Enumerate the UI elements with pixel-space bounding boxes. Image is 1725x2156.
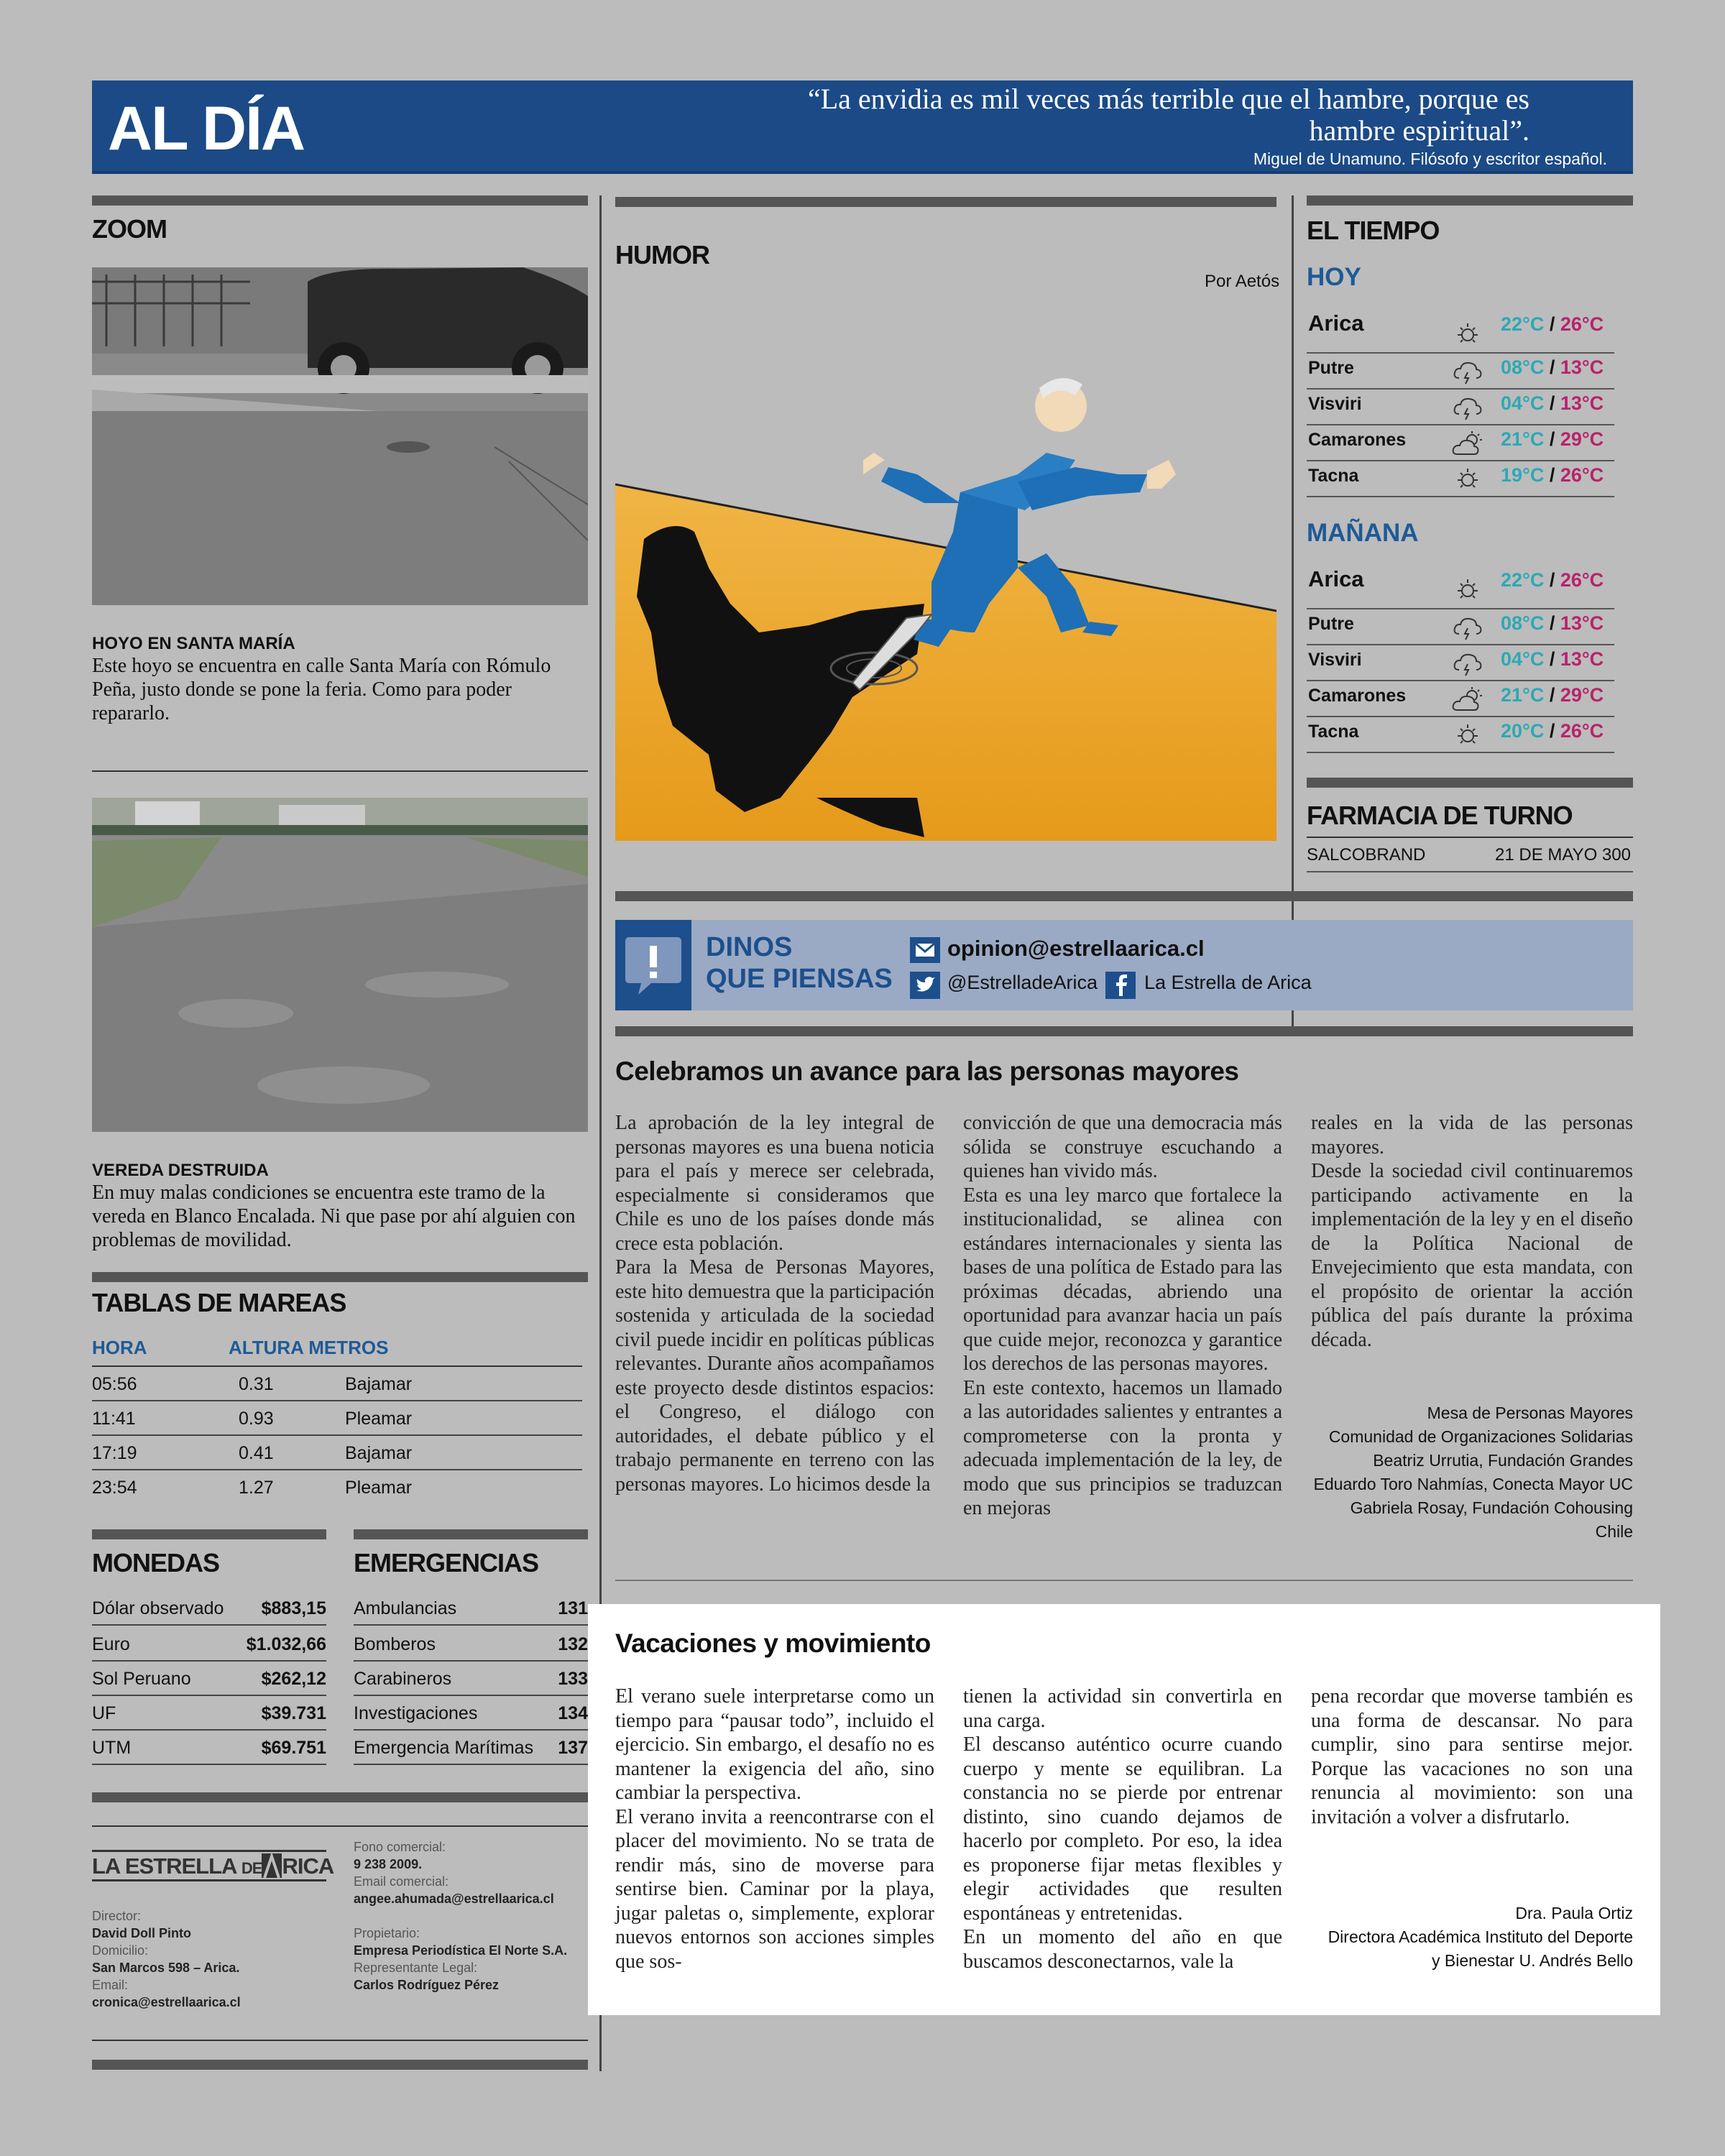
weather-row-tomorrow-visviri: Visviri 04°C / 13°C: [1307, 645, 1614, 681]
emergency-title: EMERGENCIAS: [354, 1548, 539, 1577]
divider: [1307, 837, 1633, 838]
emergency-row: Bomberos 132: [354, 1627, 588, 1662]
sun-icon: [1452, 723, 1484, 749]
currency-row: Dólar observado $883,15: [92, 1591, 326, 1626]
weather-bar: [1307, 195, 1633, 206]
tides-col-altura: ALTURA METROS: [229, 1337, 389, 1358]
zoom-item2-body: En muy malas condiciones se encuentra este tramo de la vereda en Blanco Encalada. Ni que pase por ahí alguien con problemas de movilidad.: [92, 1181, 576, 1251]
logo-a-mark: [262, 1853, 282, 1878]
column-divider-right: [1292, 195, 1294, 1026]
tide-row: 05:56 0.31 Bajamar: [92, 1367, 582, 1401]
zoom-item2-title: VEREDA DESTRUIDA: [92, 1161, 269, 1180]
weather-row-today-arica: Arica 22°C / 26°C: [1307, 310, 1614, 354]
weather-tomorrow-label: MAÑANA: [1307, 519, 1419, 547]
zoom-bar: [92, 195, 588, 206]
letter1-col1: La aprobación de la ley integral de personas mayores es una buena noticia para el país y merece ser celebrada, especialmente si consideramos que Chile es uno de los países donde más crece esta población. Para la Mesa de Personas Mayores, este hito demuestra que la participación sostenida y articulada de la sociedad civil puede incidir en políticas públicas relevantes. Durante años acompañamos este proyecto desde distintos espacios: el Congreso, el diálogo con autoridades, el debate público y el trabajo permanente en terreno con las personas mayores. Lo hicimos desde la: [615, 1112, 934, 1496]
opinion-bottom-bar: [615, 1026, 1633, 1036]
weather-today-label: HOY: [1307, 263, 1361, 291]
weather-title: EL TIEMPO: [1307, 216, 1440, 245]
imprint-bar: [92, 1792, 588, 1802]
humor-bar: [615, 197, 1276, 207]
bottom-bar: [92, 2060, 588, 2070]
section-banner: [92, 80, 1633, 174]
weather-row-tomorrow-tacna: Tacna 20°C / 26°C: [1307, 717, 1614, 753]
imprint-left: Director: David Doll Pinto Domicilio: San Marcos 598 – Arica. Email: cronica@estrellaarica.cl: [92, 1909, 241, 2009]
letter1-col3: reales en la vida de las personas mayores. Desde la sociedad civil continuaremos participando activamente en la implementación de la ley y en el diseño de la Política Nacional de Envejecimiento que esta mandata, con el propósito de orientar la acción pública del país durante la próxima década.: [1311, 1112, 1633, 1351]
pharmacy-name: SALCOBRAND: [1307, 845, 1426, 865]
alert-icon: [615, 920, 691, 1010]
currency-row: UTM $69.751: [92, 1731, 326, 1765]
letter2-col1: El verano suele interpretarse como un tiempo para “pausar todo”, incluido el ejercicio. Sin embargo, el desafío no es mantener la exigencia del año, sino cambiar la perspectiva. El verano invita a reencontrarse con el placer del movimiento. No se trata de rendir más, sino de moverse para sentirse bien. Caminar por la playa, jugar paletas o, simplemente, explorar nuevos entornos son acciones simples que sos-: [615, 1685, 934, 1973]
weather-row-tomorrow-arica: Arica 22°C / 26°C: [1307, 566, 1614, 609]
divider: [92, 2040, 588, 2041]
tides-col-hora: HORA: [92, 1337, 147, 1358]
divider: [92, 770, 588, 772]
opinion-twitter[interactable]: @EstrelladeArica: [947, 972, 1098, 993]
imprint-right: Fono comercial: 9 238 2009. Email comercial: angee.ahumada@estrellaarica.cl Propietario: Empresa Periodística El Norte S.A. Representante Legal: Carlos Rodríguez Pérez: [354, 1840, 568, 1992]
partly-cloudy-icon: [1452, 431, 1484, 457]
facebook-icon: [1105, 972, 1136, 999]
zoom-item1-body: Este hoyo se encuentra en calle Santa María con Rómulo Peña, justo donde se pone la feria. Como para poder repararlo.: [92, 655, 551, 724]
header-quote: “La envidia es mil veces más terrible que el hambre, porque es hambre espiritual”.: [807, 83, 1530, 147]
pharmacy-bar: [1307, 778, 1633, 788]
weather-row-today-camarones: Camarones 21°C / 29°C: [1307, 425, 1614, 461]
newspaper-logo: LA ESTRELLA DE RICA: [92, 1850, 326, 1881]
humor-title: HUMOR: [615, 240, 709, 270]
section-title: AL DÍA: [108, 94, 305, 163]
pharmacy-title: FARMACIA DE TURNO: [1307, 801, 1573, 830]
sun-icon: [1452, 576, 1484, 602]
divider: [92, 1825, 588, 1827]
weather-row-tomorrow-putre: Putre 08°C / 13°C: [1307, 609, 1614, 645]
tides-bar: [92, 1272, 588, 1282]
letter1-signature: Mesa de Personas Mayores Comunidad de Organizaciones Solidarias Beatriz Urrutia, Fundación Grandes Eduardo Toro Nahmías, Conecta Mayor UC Gabriela Rosay, Fundación Cohousing Chile: [1313, 1404, 1633, 1541]
zoom-item1-title: HOYO EN SANTA MARÍA: [92, 634, 295, 653]
twitter-icon: [910, 972, 940, 999]
emergency-bar: [354, 1529, 588, 1539]
letter2-col3: pena recordar que moverse también es una forma de descansar. No para cumplir, sino para sentirse mejor. Porque las vacaciones no son una renuncia al movimiento: son una invitación a volver a disfrutarlo.: [1311, 1685, 1633, 1828]
storm-cloud-icon: [1452, 359, 1484, 385]
zoom-photo-sidewalk: [92, 798, 588, 1132]
tide-row: 23:54 1.27 Pleamar: [92, 1478, 413, 1498]
currency-row: UF $39.731: [92, 1696, 326, 1731]
emergency-row: Ambulancias 131: [354, 1591, 588, 1626]
letter2-col2: tienen la actividad sin convertirla en una carga. El descanso auténtico ocurre cuando cuerpo y mente se equilibran. La constancia no se pierde por entrenar distinto, sino cuando dejamos de hacerlo por completo. Por eso, la idea es proponerse fijar metas flexibles y elegir actividades que resulten espontáneas y entretenidas. En un momento del año en que buscamos desconectarnos, vale la: [963, 1685, 1282, 1973]
sun-icon: [1452, 467, 1484, 493]
email-icon: [910, 937, 940, 963]
currency-title: MONEDAS: [92, 1548, 220, 1577]
zoom-item2-caption: [92, 1161, 588, 1252]
opinion-top-bar: [615, 891, 1633, 901]
pharmacy-address: 21 DE MAYO 300: [1495, 845, 1631, 865]
storm-cloud-icon: [1452, 651, 1484, 677]
weather-row-today-visviri: Visviri 04°C / 13°C: [1307, 390, 1614, 425]
currency-row: Euro $1.032,66: [92, 1627, 326, 1662]
zoom-photo-pothole: [92, 267, 588, 605]
weather-row-today-putre: Putre 08°C / 13°C: [1307, 354, 1614, 390]
tide-row: 17:19 0.41 Bajamar: [92, 1436, 582, 1470]
currency-bar: [92, 1529, 326, 1539]
storm-cloud-icon: [1452, 395, 1484, 421]
letter1-title: Celebramos un avance para las personas mayores: [615, 1056, 1239, 1086]
currency-row: Sol Peruano $262,12: [92, 1662, 326, 1696]
partly-cloudy-icon: [1452, 687, 1484, 713]
opinion-heading: DINOS QUE PIENSAS: [706, 932, 893, 994]
opinion-box: [615, 920, 1633, 1010]
tides-title: TABLAS DE MAREAS: [92, 1288, 346, 1317]
letter1-col2: convicción de que una democracia más sólida se construye escuchando a quienes han vivido más. Esta es una ley marco que fortalece la institucionalidad, se alinea con estándares internacionales y sienta las bases de una política de Estado para las próximas décadas, abriendo una oportunidad para avanzar hacia un país que cuide mejor, reconozca y garantice los derechos de las personas mayores. En este contexto, hacemos un llamado a las autoridades salientes y entrantes a comprometerse con la pronta y adecuada implementación de la ley, de modo que sus principios se traduzcan en mejoras: [963, 1112, 1282, 1519]
opinion-email[interactable]: opinion@estrellaarica.cl: [947, 936, 1205, 961]
sun-icon: [1452, 321, 1484, 346]
letter2-signature: Dra. Paula Ortiz Directora Académica Instituto del Deporte y Bienestar U. Andrés Bello: [1328, 1904, 1633, 1970]
zoom-item1-caption: [92, 634, 588, 725]
humor-cartoon: [615, 295, 1276, 841]
humor-credit: Por Aetós: [1205, 272, 1280, 291]
zoom-title: ZOOM: [92, 214, 167, 244]
header-quote-author: Miguel de Unamuno. Filósofo y escritor español.: [1253, 149, 1607, 168]
emergency-row: Emergencia Marítimas 137: [354, 1731, 588, 1765]
weather-row-today-tacna: Tacna 19°C / 26°C: [1307, 461, 1614, 497]
divider: [1307, 871, 1633, 872]
divider: [615, 1580, 1633, 1581]
emergency-row: Carabineros 133: [354, 1662, 588, 1696]
weather-row-tomorrow-camarones: Camarones 21°C / 29°C: [1307, 681, 1614, 717]
opinion-facebook[interactable]: La Estrella de Arica: [1144, 972, 1312, 993]
tide-row: 11:41 0.93 Pleamar: [92, 1401, 582, 1436]
storm-cloud-icon: [1452, 615, 1484, 641]
emergency-row: Investigaciones 134: [354, 1696, 588, 1731]
letter2-title: Vacaciones y movimiento: [615, 1628, 931, 1658]
